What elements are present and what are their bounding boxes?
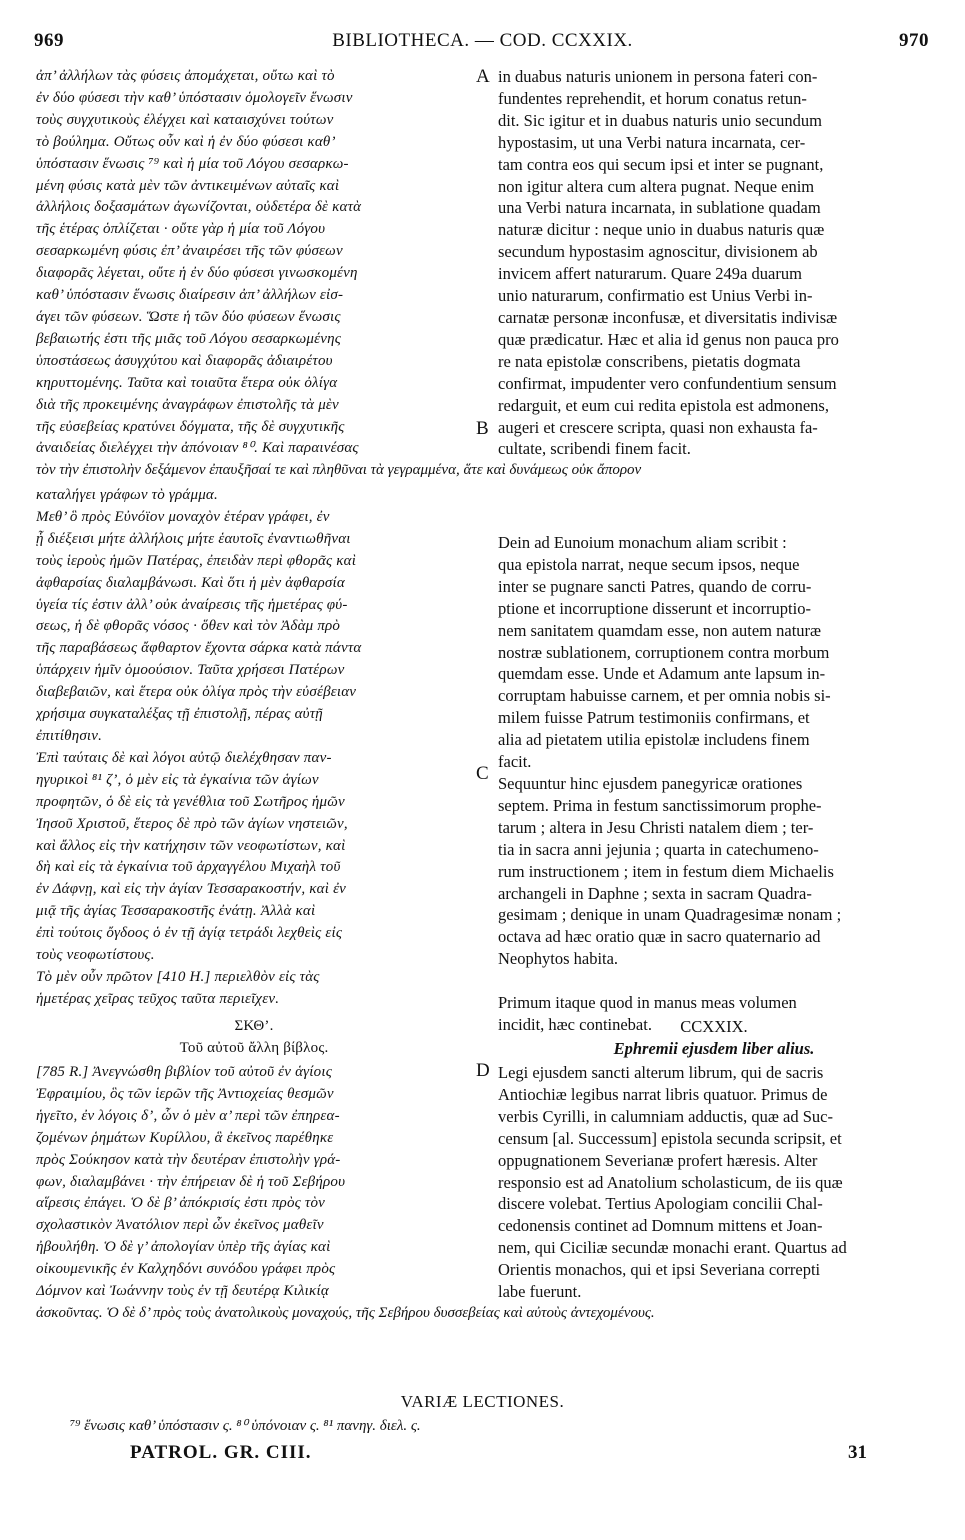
greek-text-line: διὰ τῆς προκειμένης ἀναγράφων ἐπιστολῆς τὰ μὲν [36,396,339,413]
latin-text-line: ptione et incorruptione disserunt et incorruptio- [498,598,811,618]
greek-text-line: οἰκουμενικῆς ἐν Καλχηδόνι συνόδου γράφει πρὸς [36,1261,336,1278]
greek-column-bottom [36,1062,472,1303]
latin-codex-heading [498,1016,930,1060]
greek-text-line: ᾗ διέξεισι μήτε ἀλλήλοις μήτε ἑαυτοῖς ἐναντιωθῆναι [36,530,351,547]
latin-column-bottom [498,1062,930,1303]
latin-text-line [498,970,930,992]
greek-column-middle [36,485,472,1011]
latin-text-line: nostræ sublationem, corruptionem contra morbum [498,642,830,662]
greek-text-line: βεβαιωτής ἐστι τῆς μιᾶς τοῦ Λόγου σεσαρκωμένης [36,330,342,347]
latin-codex-number: CCXXIX. [680,1017,748,1036]
greek-text-line: τὸ βούλημα. Οὔτως οὖν καὶ ἡ ἐν δύο φύσεσι καθ’ [36,133,336,150]
greek-text-line: μιᾷ τῆς ἁγίας Τεσσαρακοστῆς ἐνάτῃ. Ἀλλὰ καὶ [36,903,316,920]
greek-text-line: προφητῶν, ὁ δὲ εἰς τὰ γενέθλια τοῦ Σωτῆρος ἡμῶν [36,793,345,810]
greek-text-line: τῆς παραβάσεως ἄφθαρτον ἔχοντα σάρκα κατὰ πάντα [36,640,362,657]
latin-column-middle [498,532,930,1036]
greek-text-line: ἠβουλήθη. Ὁ δὲ γ’ ἀπολογίαν ὑπὲρ τῆς ἁγίας καὶ [36,1239,331,1256]
greek-text-line: σεως, ἡ δὲ φθορᾶς νόσος · ὅθεν καὶ τὸν Ἀδὰμ πρὸ [36,618,341,635]
latin-text-line: cultate, scribendi finem facit. [498,439,691,459]
latin-text-line: carnatæ personæ inconfusæ, et diversitatis indivisæ [498,307,838,327]
margin-marker-c: C [476,763,489,784]
latin-text-line: unio naturarum, confirmatio est Unius Verbi in- [498,286,813,306]
latin-text-line: Antiochiæ legibus narrat libris quatuor. Primus de [498,1084,828,1104]
greek-text-line: ὑποστάσεως ἀσυγχύτου καὶ διαφορᾶς ἀδιαιρέτου [36,352,333,369]
page-number-left: 969 [34,30,64,51]
greek-text-line: τοὺς συγχυτικοὺς ἐλέγχει καὶ καταισχύνει τούτων [36,111,334,128]
latin-text-line: Legi ejusdem sancti alterum librum, qui de sacris [498,1063,824,1082]
latin-text-line: Orientis monachos, qui et ipsi Severiana correpti [498,1260,821,1280]
latin-column-top [498,66,930,460]
page-number-right: 970 [899,30,929,51]
footer-volume: PATROL. GR. CIII. [130,1442,312,1463]
latin-text-line: milem fuisse Patrum testimoniis confirmans, et [498,708,810,728]
latin-text-line: septem. Prima in festum sanctissimorum prophe- [498,795,822,815]
greek-text-line: [785 R.] Ἀνεγνώσθη βιβλίον τοῦ αὐτοῦ ἐν ἁγίοις [36,1064,332,1080]
greek-text-line: διαφορᾶς λέγεται, οὔτε ἡ ἐν δύο φύσεσι γινωσκομένη [36,265,358,282]
greek-text-line: τοὺς νεοφωτίστους. [36,947,155,964]
latin-text-line: facit. [498,752,532,772]
latin-text-line: secundum hypostasim agnoscitur, divisionem ab [498,242,818,262]
greek-text-line: ἀφθαρσίας διαλαμβάνωσι. Καὶ ὅτι ἡ μὲν ἀφθαρσία [36,574,345,591]
latin-text-line: una Verbi natura incarnata, in sublatione quadam [498,198,821,218]
greek-text-line: φων, διαλαμβάνει · τὴν ἐπήρειαν δὲ ἡ τοῦ Σεβήρου [36,1173,346,1190]
latin-text-line: fundentes reprehendit, et horum conatus retun- [498,88,807,108]
greek-text-line: τοὺς ἱεροὺς ἡμῶν Πατέρας, ἐπειδὰν περὶ φθορᾶς καὶ [36,552,357,569]
latin-text-line: quæ prædicatur. Hæc et alia id genus non pauca pro [498,329,839,349]
greek-full-width-line [36,460,930,482]
footer-signature: 31 [848,1442,867,1463]
latin-text-line: redarguit, et eum cui redita epistola est admonens, [498,395,829,415]
greek-text-line: καὶ ἄλλος εἰς τὴν κατήχησιν τῶν νεοφωτίστων, καὶ [36,837,346,854]
greek-text-line: ηγυρικοὶ ⁸¹ ζ’, ὁ μὲν εἰς τὰ ἐγκαίνια τῶν ἁγίων [36,771,319,788]
margin-marker-b: B [476,418,489,439]
latin-text-line: hypostasim, ut una Verbi natura incarnata, cer- [498,132,806,152]
latin-text-line: non igitur altera cum altera pugnat. Neque enim [498,176,815,196]
latin-text-line: labe fuerunt. [498,1282,582,1302]
greek-text-line: ὑπόστασιν ἕνωσις ⁷⁹ καὶ ἡ μία τοῦ Λόγου σεσαρκω- [36,155,349,172]
latin-text-line: discere volebat. Tertius Apologiam concilii Chal- [498,1194,823,1214]
greek-text-line: ἡμετέρας χεῖρας τεῦχος ταῦτα περιεῖχεν. [36,990,280,1007]
greek-text-line: χρήσιμα συγκαταλέξας τῇ ἐπιστολῇ, πέρας αὐτῇ [36,706,323,723]
greek-text-line: καθ’ ὑπόστασιν ἕνωσις διαίρεσιν ἀπ’ ἀλλήλων εἰσ- [36,287,344,304]
greek-text-line: Ἐπὶ ταύταις δὲ καὶ λόγοι αὐτῷ διελέχθησαν παν- [36,749,332,766]
greek-full-line: τὸν τὴν ἐπιστολὴν δεξάμενον ἐπαυξῆσαί τε καὶ πληθῦναι τὰ γεγραμμένα, ἅτε καὶ δυνάμεως οὐκ ἄπορον [36,462,642,478]
latin-text-line: nem sanitatem quamdam esse, non autem naturæ [498,620,822,640]
greek-text-line: ὑπάρχειν ἡμῖν ὁμοούσιον. Ταῦτα χρήσεσι Πατέρων [36,662,345,679]
greek-text-line: δὴ καὶ εἰς τὰ ἐγκαίνια τοῦ ἀρχαγγέλου Μιχαὴλ τοῦ [36,859,341,876]
greek-final-line [36,1303,930,1325]
greek-text-line: ἐπιτίθησιν. [36,727,103,744]
variae-lectiones-heading: VARIÆ LECTIONES. [400,1392,565,1411]
latin-text-line: augeri et crescere scripta, quasi non exhausta fa- [498,417,818,437]
greek-codex-number: ΣΚΘ’. [234,1018,274,1034]
greek-text-line: Ἐφραιμίου, ὃς τῶν ἱερῶν τῆς Ἀντιοχείας θεσμῶν [36,1085,334,1102]
greek-text-line: αἵρεσις ἐπάγει. Ὁ δὲ β’ ἀπόκρισίς ἐστι πρὸς τὸν [36,1195,326,1212]
greek-text-line: Ἰησοῦ Χριστοῦ, ἕτερος δὲ πρὸ τῶν ἁγίων νηστειῶν, [36,815,348,832]
greek-text-line: ἐν Δάφνῃ, καὶ εἰς τὴν ἁγίαν Τεσσαρακοστήν, καὶ ἐν [36,881,347,898]
latin-text-line: tia in sacra anni jejunia ; quarta in catechumeno- [498,839,819,859]
greek-text-line: κηρυττομένης. Ταῦτα καὶ τοιαῦτα ἕτερα οὐκ ὀλίγα [36,374,338,391]
greek-text-line: σεσαρκωμένη φύσις ἐπ’ ἀναιρέσει τῆς τῶν φύσεων [36,243,343,260]
latin-text-line: tarum ; altera in Jesu Christi natalem diem ; ter- [498,817,814,837]
running-title: BIBLIOTHECA. — COD. CCXXIX. [332,30,633,51]
greek-text-line: Μεθ’ ὃ πρὸς Εὐνόϊον μοναχὸν ἑτέραν γράφει, ἐν [36,508,330,525]
latin-text-line: quemdam esse. Unde et Adamum ante lapsum in- [498,664,826,684]
greek-codex-heading [36,1016,472,1060]
greek-column-top [36,66,472,460]
latin-text-line: invicem affert naturarum. Quare 249a duarum [498,264,802,284]
latin-text-line: Neophytos habita. [498,949,619,969]
latin-text-line: nem, qui Ciciliæ secundæ monachi erant. Quartus ad [498,1238,847,1258]
latin-text-line: qua epistola narrat, neque secum ipsos, neque [498,554,800,574]
greek-text-line: τῆς ἑτέρας ὁπλίζεται · οὔτε γὰρ ἡ μία τοῦ Λόγου [36,221,326,238]
latin-codex-title: Ephremii ejusdem liber alius. [613,1038,815,1058]
greek-text-line: πρὸς Σούκησον κατὰ τὴν δευτέραν ἐπιστολὴν γρά- [36,1151,341,1168]
latin-text-line: Sequuntur hinc ejusdem panegyricæ orationes [498,773,803,793]
greek-text-line: μένη φύσις κατὰ μὲν τῶν ἀντικειμένων αὐταῖς καὶ [36,177,340,194]
latin-text-line: dit. Sic igitur et in duabus naturis unio secundum [498,110,823,130]
greek-text-line: άγει τῶν φύσεων. Ὥστε ἡ τῶν δύο φύσεων ἕνωσις [36,308,341,325]
latin-text-line: rum instructionem ; item in festum diem Michaelis [498,861,834,881]
latin-text-line: alia ad pietatem utilia epistolæ includens finem [498,730,810,750]
latin-text-line: archangeli in Daphne ; sexta in sacram Quadra- [498,883,812,903]
greek-text-line: ἀλλήλοις δοξασμάτων ἀγωνίζονται, οὐδετέρα δὲ κατὰ [36,199,362,216]
greek-text-line: Τὸ μὲν οὖν πρῶτον [410 H.] περιελθὸν εἰς τὰς [36,968,320,985]
latin-text-line: oppugnationem Severianæ profert hæresis. Alter [498,1150,818,1170]
greek-text-line: ἐπὶ τούτοις ὄγδοος ὁ ἐν τῇ ἁγίᾳ τετράδι λεχθεὶς εἰς [36,925,343,942]
greek-last-line: ἀσκοῦντας. Ὁ δὲ δ’ πρὸς τοὺς ἀνατολικοὺς μοναχούς, τῆς Σεβήρου δυσσεβείας καὶ αὐτοὺς ἀντεχομένους. [36,1305,655,1321]
greek-text-line: ὑγεία τίς ἐστιν ἀλλ’ οὐκ ἀναίρεσις τῆς ἡμετέρας φύ- [36,596,348,613]
latin-text-line: verbis Cyrilli, in calumniam adductis, quæ ad Suc- [498,1106,833,1126]
greek-text-line: καταλήγει γράφων τὸ γράμμα. [36,487,218,503]
latin-text-line: inter se pugnare sancti Patres, quando de corru- [498,576,812,596]
latin-text-line: Dein ad Eunoium monachum aliam scribit : [498,533,787,552]
latin-text-line: responsio est ad Anatolium scholasticum, de iis quæ [498,1172,843,1192]
greek-codex-title: Τοῦ αὐτοῦ ἄλλη βίβλος. [179,1039,329,1056]
latin-text-line: octava ad hæc oratio quæ in sacro quaternario ad [498,927,821,947]
latin-text-line: tam contra eos qui secum ipsi et inter se pugnant, [498,154,824,174]
latin-text-line: incidit, hæc continebat. [498,1014,652,1034]
running-header [0,30,965,60]
latin-text-line: censum [al. Successum] epistola secunda scripsit, et [498,1128,842,1148]
latin-text-line: Primum itaque quod in manus meas volumen [498,993,797,1013]
latin-text-line: confirmat, impudenter vero confundentium sensum [498,373,837,393]
latin-text-line: in duabus naturis unionem in persona fateri con- [498,67,818,86]
latin-text-line: naturæ dicitur : neque unio in duabus naturis quæ [498,220,825,240]
greek-text-line: διαβεβαιῶν, καὶ ἕτερα οὐκ ὀλίγα πρὸς τὴν εὐσέβειαν [36,684,357,701]
greek-text-line: τῆς εὐσεβείας κρατύνει δόγματα, τῆς δὲ συγχυτικῆς [36,418,345,435]
variae-lectiones-notes: ⁷⁹ ἕνωσις καθ’ ὑπόστασιν ς. ⁸⁰ ὑπόνοιαν ς. ⁸¹ πανηγ. διελ. ς. [70,1418,421,1434]
greek-text-line: Δόμνον καὶ Ἰωάννην τοὺς ἐν τῇ δευτέρᾳ Κιλικίᾳ [36,1283,329,1300]
greek-text-line: ζομένων ῥημάτων Κυρίλλου, ἃ ἐκεῖνος παρέθηκε [36,1129,334,1146]
greek-text-line: ἐν δύο φύσεσι τὴν καθ’ ὑπόστασιν ὁμολογεῖν ἕνωσιν [36,89,353,106]
latin-text-line: re nata epistolæ conscribens, pietatis dogmata [498,351,801,371]
latin-text-line: cedonensis continet ad Domnum mittens et Joan- [498,1216,823,1236]
margin-marker-a: A [476,66,490,87]
margin-marker-d: D [476,1060,490,1081]
greek-text-line: σχολαστικὸν Ἀνατόλιον περὶ ὧν ἐκεῖνος μαθεῖν [36,1217,324,1234]
greek-text-line: ἀναιδείας διελέγχει τὴν ἀπόνοιαν ⁸⁰. Καὶ παραινέσας [36,440,359,457]
latin-text-line: gesimam ; denique in unam Quadragesimæ nonam ; [498,905,842,925]
greek-text-line: ἀπ’ ἀλλήλων τὰς φύσεις ἀπομάχεται, οὔτω καὶ τὸ [36,68,335,84]
greek-text-line: ἡγεῖτο, ἐν λόγοις δ’, ὧν ὁ μὲν α’ περὶ τῶν ἐπηρεα- [36,1107,340,1124]
latin-text-line: corruptam habuisse carnem, et per omnia nobis si- [498,686,831,706]
